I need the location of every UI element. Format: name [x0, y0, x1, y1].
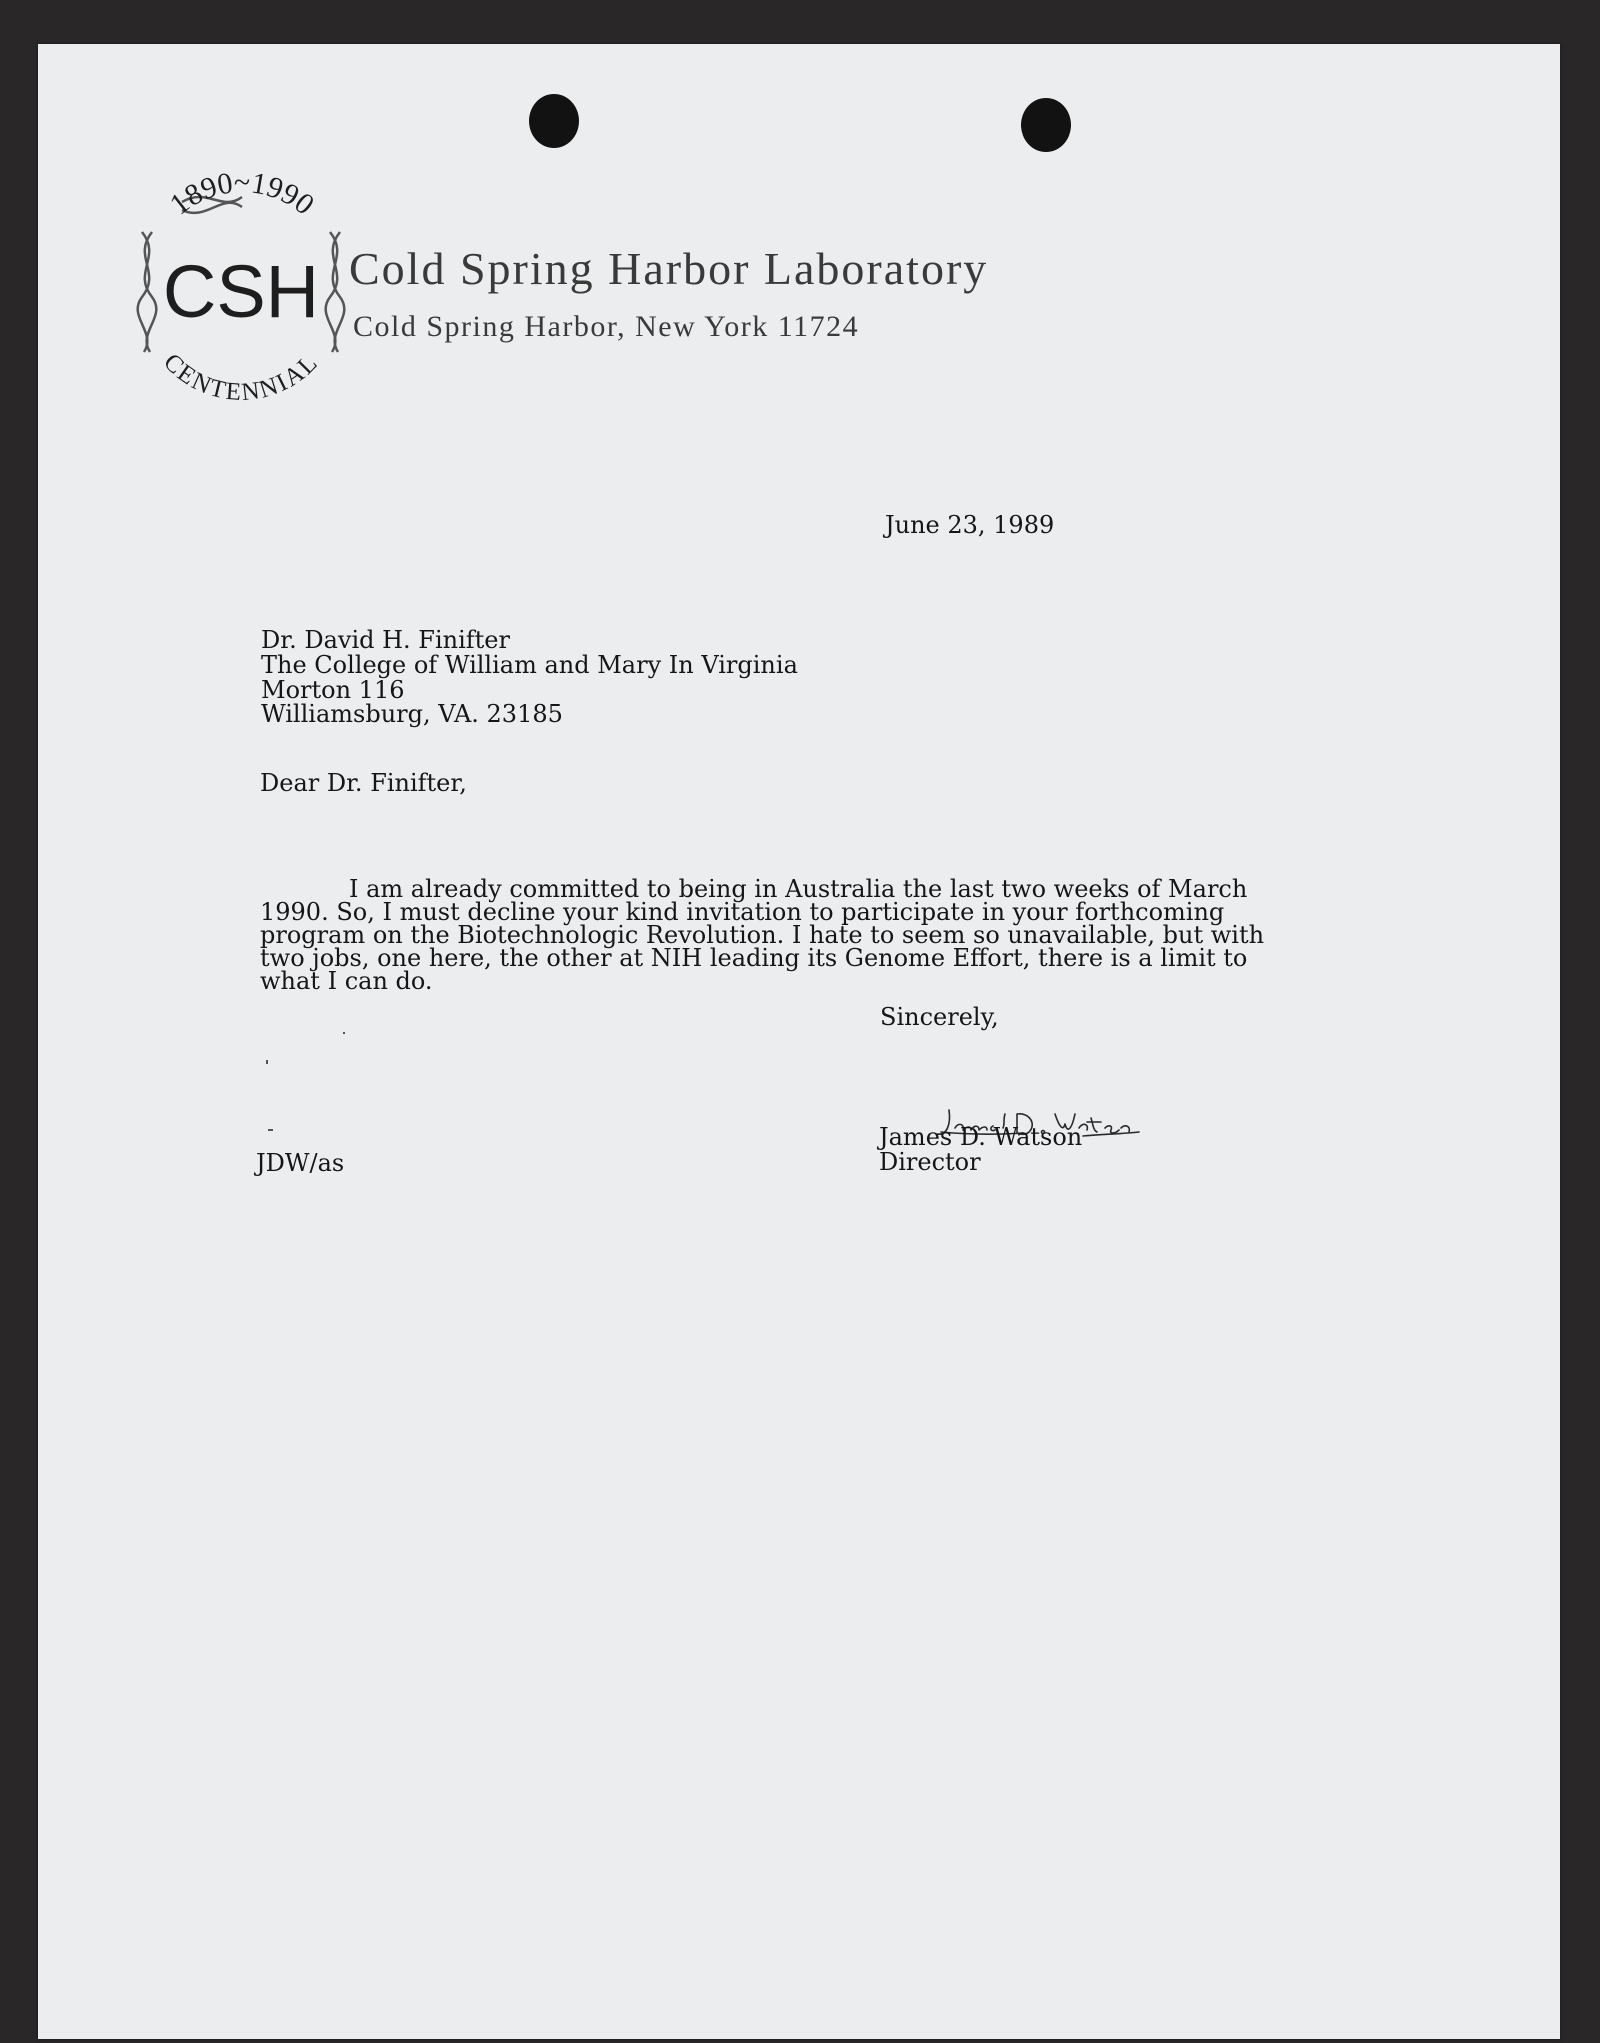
recipient-line: Morton 116	[261, 676, 405, 704]
logo-initials: CSH	[162, 250, 320, 333]
salutation: Dear Dr. Finifter,	[260, 769, 467, 797]
signer-name: James D. Watson	[879, 1123, 1083, 1151]
closing: Sincerely,	[880, 1003, 999, 1031]
letter-date: June 23, 1989	[885, 511, 1055, 539]
paper-speck	[343, 1032, 345, 1034]
body-line: I am already committed to being in Australia the last two weeks of March	[349, 875, 1248, 903]
body-line: program on the Biotechnologic Revolution. I hate to seem so unavailable, but with	[260, 921, 1265, 949]
typist-initials: JDW/as	[256, 1149, 345, 1177]
letterhead-organization: Cold Spring Harbor Laboratory	[349, 243, 989, 294]
punch-hole-right	[1021, 98, 1071, 152]
signer-title: Director	[879, 1148, 981, 1176]
letterhead-address: Cold Spring Harbor, New York 11724	[353, 310, 860, 343]
body-line: two jobs, one here, the other at NIH leading its Genome Effort, there is a limit to	[260, 944, 1248, 972]
paper-speck	[268, 1129, 273, 1131]
logo-years: 1890~1990	[163, 166, 321, 222]
punch-hole-left	[529, 94, 579, 148]
recipient-line: The College of William and Mary In Virginia	[261, 651, 798, 679]
recipient-line: Williamsburg, VA. 23185	[261, 700, 563, 728]
recipient-line: Dr. David H. Finifter	[261, 626, 510, 654]
csh-centennial-logo	[112, 162, 370, 420]
logo-centennial: CENTENNIAL	[158, 348, 324, 407]
body-line: what I can do.	[260, 967, 433, 995]
letter-page	[38, 44, 1560, 2039]
body-line: 1990. So, I must decline your kind invitation to participate in your forthcoming	[260, 898, 1225, 926]
paper-speck	[266, 1060, 268, 1064]
letter-body	[260, 875, 1340, 995]
